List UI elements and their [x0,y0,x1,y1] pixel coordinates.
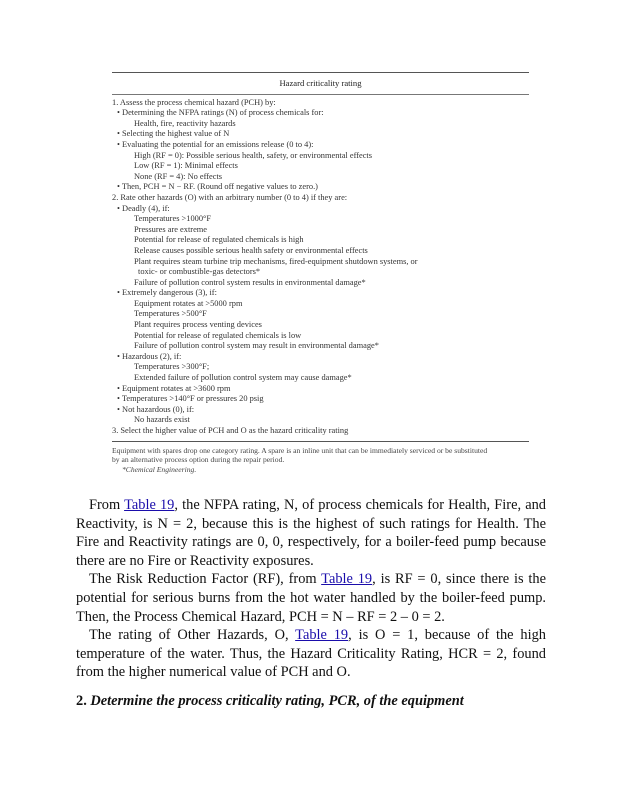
table-line: • Temperatures >140°F or pressures 20 psig [117,394,264,404]
table-line: Low (RF = 1): Minimal effects [134,161,238,171]
table-line: Potential for release of regulated chemicals is high [134,235,304,245]
table-line: Failure of pollution control system may result in environmental damage* [134,341,379,351]
table-line: • Selecting the highest value of N [117,129,230,139]
table-line: Temperatures >300°F; [134,362,210,372]
table-line: • Evaluating the potential for an emissions release (0 to 4): [117,139,314,149]
footnote-line: by an alternative process option during the repair period. [112,455,285,465]
table-body [112,98,529,437]
table-line: Extended failure of pollution control system may cause damage* [134,373,352,383]
table-line: No hazards exist [134,415,190,425]
table-line: 3. Select the higher value of PCH and O as the hazard criticality rating [112,426,349,435]
table-line: • Extremely dangerous (3), if: [117,288,217,298]
paragraph-other-hazards: The rating of Other Hazards, O, Table 19, is O = 1, because of the high temperature of the water. Thus, the Hazard Criticality Rating, HCR = 2, found from the higher numerical value of PCH and O. [76,627,546,681]
table-line: Temperatures >500°F [134,309,207,319]
table-line: • Then, PCH = N − RF. (Round off negative values to zero.) [117,182,318,192]
hazard-criticality-table [112,72,529,474]
table-line: • Equipment rotates at >3600 rpm [117,383,231,393]
table-line: None (RF = 4): No effects [134,171,223,181]
table-title: Hazard criticality rating [279,78,362,88]
table-line: • Determining the NFPA ratings (N) of process chemicals for: [117,108,324,118]
paragraph-risk-reduction: The Risk Reduction Factor (RF), from Table 19, is RF = 0, since there is the potential for serious burns from the hot water handled by the boiler-feed pump. Then, the Process Chemical Hazard, PCH = N – RF = 2 – 0 = 2. [76,571,546,625]
table-line: Release causes possible serious health safety or environmental effects [134,245,368,255]
table-line: toxic- or combustible-gas detectors* [138,267,261,277]
table-line: Equipment rotates at >5000 rpm [134,298,243,308]
table-line: 2. Rate other hazards (O) with an arbitrary number (0 to 4) if they are: [112,192,348,202]
table-line: Temperatures >1000°F [134,214,212,224]
table-line: High (RF = 0): Possible serious health, safety, or environmental effects [134,150,373,160]
table-line: • Not hazardous (0), if: [117,404,195,414]
paragraph-nfpa-rating: From Table 19, the NFPA rating, N, of process chemicals for Health, Fire, and Reactivity, is N = 2, because this is the highest of such ratings for Health. The Fire and Reactivity ratings are 0, 0, respectively, for a boiler-feed pump because there are no Fire or Reactivity exposures. [76,497,546,569]
section-heading: 2. Determine the process criticality rating, PCR, of the equipment [76,693,464,709]
table-19-link[interactable]: Table 19 [321,571,373,588]
footnote-source: *Chemical Engineering. [122,464,197,474]
table-line: 1. Assess the process chemical hazard (PCH) by: [112,97,276,107]
table-line: Potential for release of regulated chemicals is low [134,330,302,340]
body-text [76,496,546,682]
table-line: Pressures are extreme [134,224,208,234]
table-header-rule [112,94,529,95]
table-line: Plant requires process venting devices [134,320,262,330]
table-19-link[interactable]: Table 19 [124,497,175,513]
table-line: Health, fire, reactivity hazards [134,118,236,128]
table-line: Failure of pollution control system results in environmental damage* [134,277,366,287]
table-footnote [112,442,529,475]
footnote-line: Equipment with spares drop one category rating. A spare is an inline unit that can be immediately serviced or be substituted [112,445,488,455]
table-line: • Deadly (4), if: [117,203,170,213]
table-line: • Hazardous (2), if: [117,351,182,361]
table-19-link[interactable]: Table 19 [295,627,349,644]
table-line: Plant requires steam turbine trip mechanisms, fired-equipment shutdown systems, or [134,256,418,266]
